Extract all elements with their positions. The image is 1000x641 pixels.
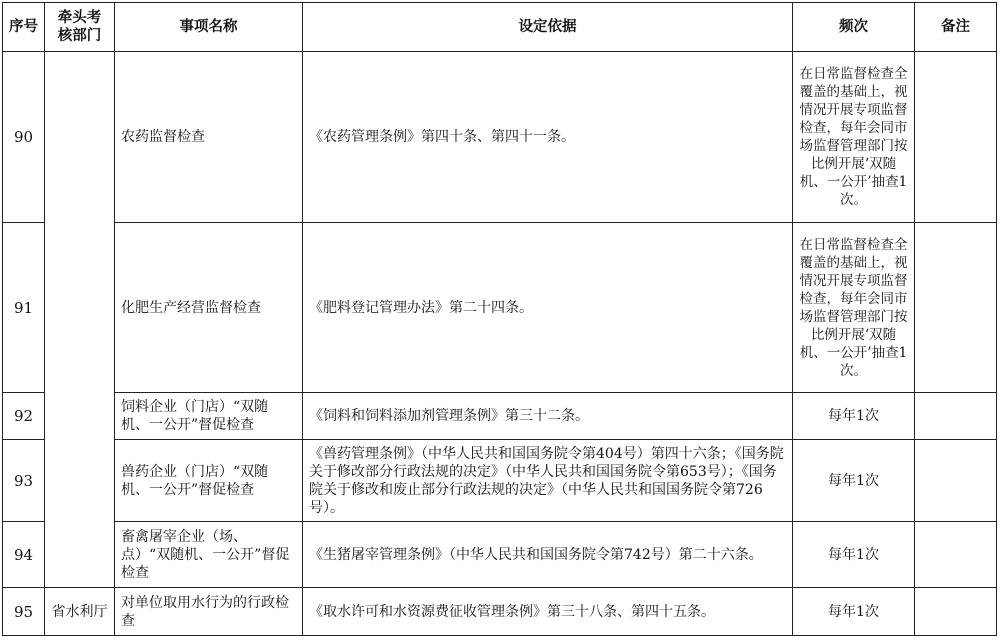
row-remarks [915, 52, 997, 223]
row-basis: 《饲料和饲料添加剂管理条例》第三十二条。 [303, 393, 793, 440]
row-no: 93 [3, 440, 45, 522]
row-frequency: 在日常监督检查全覆盖的基础上，视情况开展专项监督检查，每年会同市场监督管理部门按比例开展‘双随机、一公开’抽查1次。 [793, 52, 915, 223]
row-frequency: 每年1次 [793, 588, 915, 636]
table-row [3, 522, 997, 588]
inspection-items-table [2, 2, 997, 636]
table-row [3, 588, 997, 636]
row-remarks [915, 393, 997, 440]
row-basis: 《生猪屠宰管理条例》（中华人民共和国国务院令第742号）第二十六条。 [303, 522, 793, 588]
row-no: 92 [3, 393, 45, 440]
row-frequency: 在日常监督检查全覆盖的基础上，视情况开展专项监督检查，每年会同市场监督管理部门按比例开展‘双随机、一公开’抽查1次。 [793, 223, 915, 393]
table-row [3, 52, 997, 223]
row-basis: 《兽药管理条例》（中华人民共和国国务院令第404号）第四十六条；《国务院关于修改部分行政法规的决定》（中华人民共和国国务院令第653号）；《国务院关于修改和废止部分行政法规的决定》（中华人民共和国国务院令第726号）。 [303, 440, 793, 522]
row-no: 91 [3, 223, 45, 393]
row-remarks [915, 440, 997, 522]
row-basis: 《肥料登记管理办法》第二十四条。 [303, 223, 793, 393]
row-no: 90 [3, 52, 45, 223]
row-item: 兽药企业（门店）“双随机、一公开”督促检查 [115, 440, 303, 522]
header-item: 事项名称 [115, 3, 303, 52]
table-row [3, 223, 997, 393]
row-remarks [915, 223, 997, 393]
header-basis: 设定依据 [303, 3, 793, 52]
row-no: 94 [3, 522, 45, 588]
row-frequency: 每年1次 [793, 393, 915, 440]
header-no: 序号 [3, 3, 45, 52]
header-dept: 牵头考核部门 [45, 3, 115, 52]
row-basis: 《农药管理条例》第四十条、第四十一条。 [303, 52, 793, 223]
row-no: 95 [3, 588, 45, 636]
row-remarks [915, 588, 997, 636]
row-frequency: 每年1次 [793, 440, 915, 522]
table-row [3, 440, 997, 522]
row-basis: 《取水许可和水资源费征收管理条例》第三十八条、第四十五条。 [303, 588, 793, 636]
header-row [3, 3, 997, 52]
row-dept-empty [45, 52, 115, 588]
row-item: 化肥生产经营监督检查 [115, 223, 303, 393]
row-dept: 省水利厅 [45, 588, 115, 636]
row-remarks [915, 522, 997, 588]
row-item: 农药监督检查 [115, 52, 303, 223]
row-item: 畜禽屠宰企业（场、点）“双随机、一公开”督促检查 [115, 522, 303, 588]
row-item: 对单位取用水行为的行政检查 [115, 588, 303, 636]
row-frequency: 每年1次 [793, 522, 915, 588]
header-frequency: 频次 [793, 3, 915, 52]
header-remarks: 备注 [915, 3, 997, 52]
row-item: 饲料企业（门店）“双随机、一公开”督促检查 [115, 393, 303, 440]
table-row [3, 393, 997, 440]
